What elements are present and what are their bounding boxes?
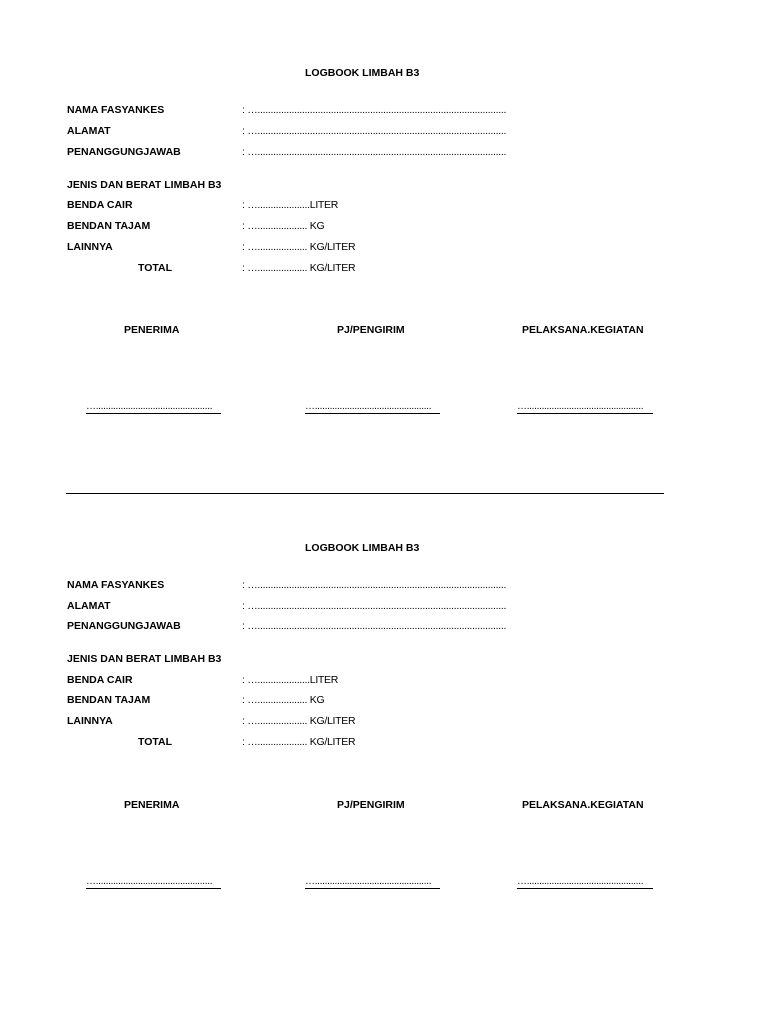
benda-tajam-label: BENDAN TAJAM [67,220,151,232]
total-label: TOTAL [138,262,173,274]
benda-cair-label: BENDA CAIR [67,674,133,686]
benda-tajam-label: BENDAN TAJAM [67,694,151,706]
total-field[interactable]: : …................... KG/LITER [242,262,356,274]
lainnya-label: LAINNYA [67,715,113,727]
pelaksana-signature-line[interactable]: …............................................... [517,877,653,889]
pelaksana-signature-line[interactable]: …............................................... [517,402,653,414]
pj-pengirim-signature-line[interactable]: …............................................... [305,402,440,414]
jenis-berat-heading: JENIS DAN BERAT LIMBAH B3 [67,653,222,665]
alamat-label: ALAMAT [67,600,111,612]
penerima-label: PENERIMA [124,799,180,811]
penanggungjawab-label: PENANGGUNGJAWAB [67,620,181,632]
penerima-signature-line[interactable]: …............................................... [86,877,221,889]
penanggungjawab-field[interactable]: : …............................................................................................... [242,620,507,632]
alamat-label: ALAMAT [67,125,111,137]
nama-fasyankes-label: NAMA FASYANKES [67,579,165,591]
penanggungjawab-field[interactable]: : …............................................................................................... [242,146,507,158]
total-label: TOTAL [138,736,173,748]
pj-pengirim-signature-line[interactable]: …............................................... [305,877,440,889]
lainnya-field[interactable]: : …................... KG/LITER [242,241,356,253]
penanggungjawab-label: PENANGGUNGJAWAB [67,146,181,158]
alamat-field[interactable]: : …............................................................................................... [242,600,507,612]
nama-fasyankes-label: NAMA FASYANKES [67,104,165,116]
pelaksana-kegiatan-label: PELAKSANA.KEGIATAN [522,799,644,811]
jenis-berat-heading: JENIS DAN BERAT LIMBAH B3 [67,179,222,191]
total-field[interactable]: : …................... KG/LITER [242,736,356,748]
section-divider [66,493,664,494]
form-title: LOGBOOK LIMBAH B3 [305,542,420,554]
pelaksana-kegiatan-label: PELAKSANA.KEGIATAN [522,324,644,336]
nama-fasyankes-field[interactable]: : …............................................................................................... [242,104,507,116]
benda-tajam-field[interactable]: : …................... KG [242,694,325,706]
penerima-label: PENERIMA [124,324,180,336]
benda-tajam-field[interactable]: : …................... KG [242,220,325,232]
lainnya-label: LAINNYA [67,241,113,253]
lainnya-field[interactable]: : …................... KG/LITER [242,715,356,727]
benda-cair-label: BENDA CAIR [67,199,133,211]
pj-pengirim-label: PJ/PENGIRIM [337,799,405,811]
nama-fasyankes-field[interactable]: : …............................................................................................... [242,579,507,591]
form-title: LOGBOOK LIMBAH B3 [305,67,420,79]
benda-cair-field[interactable]: : …....................LITER [242,674,339,686]
alamat-field[interactable]: : …............................................................................................... [242,125,507,137]
pj-pengirim-label: PJ/PENGIRIM [337,324,405,336]
benda-cair-field[interactable]: : …....................LITER [242,199,339,211]
penerima-signature-line[interactable]: …............................................... [86,402,221,414]
